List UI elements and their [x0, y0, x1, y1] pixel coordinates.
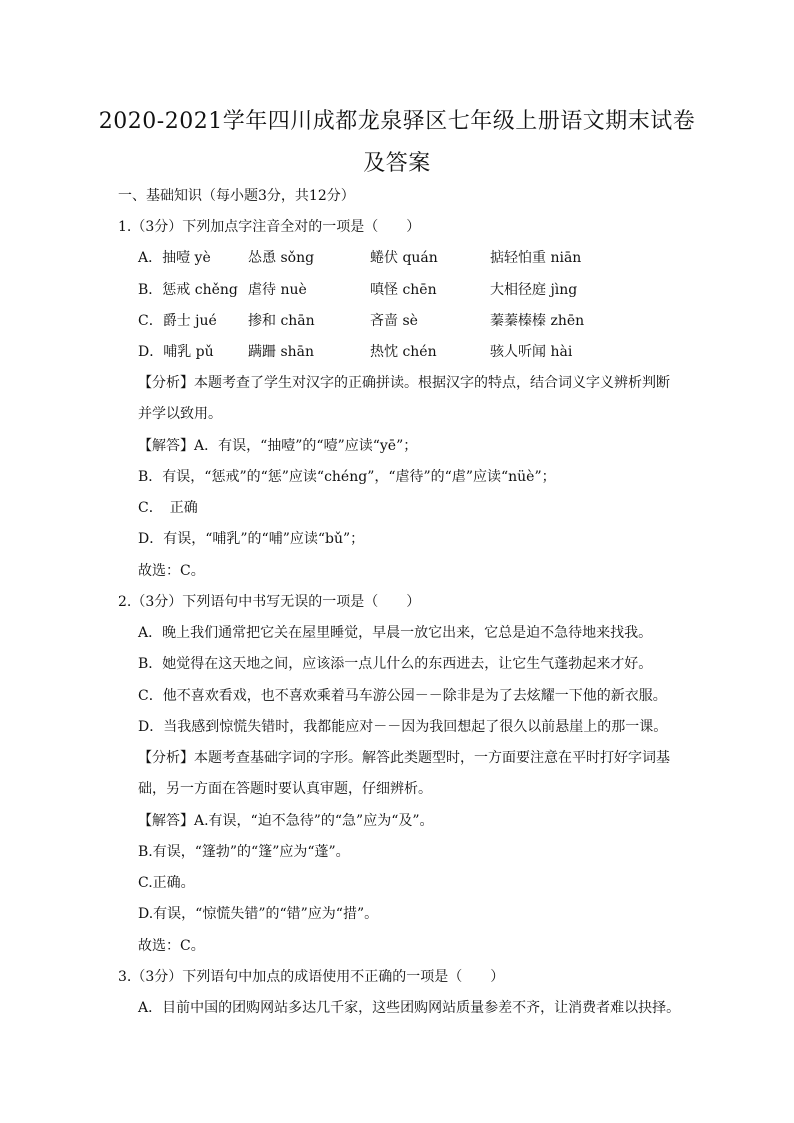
q1-a-3: 蜷伏 quán	[370, 250, 438, 266]
q2-answer-b: B.有误，“篷勃”的“篷”应为“蓬”。	[138, 844, 350, 860]
q1-answer-c: C． 正确	[138, 500, 198, 516]
q3-option-a: A．目前中国的团购网站多达几千家，这些团购网站质量参差不齐，让消费者难以抉择。	[138, 1000, 681, 1016]
q1-b-4: 大相径庭 jìng	[490, 282, 578, 298]
q2-option-b: B．她觉得在这天地之间，应该添一点儿什么的东西进去，让它生气蓬勃起来才好。	[138, 656, 653, 672]
question-2-stem: 2.（3分）下列语句中书写无误的一项是（ ）	[118, 594, 421, 610]
q1-answer-d: D．有误，“哺乳”的“哺”应读“bǔ”；	[138, 531, 365, 547]
q1-b-1: B．惩戒 chěng	[138, 282, 238, 298]
q2-answer-a: 【解答】A.有误，“迫不急待”的“急”应为“及”。	[138, 813, 434, 829]
q2-analysis-line1: 【分析】本题考查基础字词的字形。解答此类题型时，一方面要注意在平时打好字词基	[138, 750, 670, 766]
q2-analysis-line2: 础，另一方面在答题时要认真审题，仔细辨析。	[138, 781, 432, 797]
q2-choice: 故选：C。	[138, 938, 205, 954]
q1-c-3: 吝啬 sè	[370, 313, 418, 329]
q2-option-d: D．当我感到惊慌失错时，我都能应对－－因为我回想起了很久以前悬崖上的那一课。	[138, 719, 668, 735]
question-1-stem: 1.（3分）下列加点字注音全对的一项是（ ）	[118, 219, 421, 235]
q1-d-1: D．哺乳 pǔ	[138, 344, 214, 360]
q1-analysis-line1: 【分析】本题考查了学生对汉字的正确拼读。根据汉字的特点，结合词义字义辨析判断	[138, 375, 670, 391]
q2-answer-c: C.正确。	[138, 875, 195, 891]
q1-d-4: 骇人听闻 hài	[490, 344, 573, 360]
q1-d-3: 热忱 chén	[370, 344, 437, 360]
q1-b-2: 虐待 nuè	[248, 282, 307, 298]
q1-answer-a: 【解答】A．有误，“抽噎”的“噎”应读“yē”；	[138, 438, 418, 454]
q2-option-a: A．晚上我们通常把它关在屋里睡觉，早晨一放它出来，它总是迫不急待地来找我。	[138, 625, 653, 641]
q2-answer-d: D.有误，“惊慌失错”的“错”应为“措”。	[138, 906, 379, 922]
section-heading: 一、基础知识（每小题3分，共12分）	[118, 188, 355, 204]
q1-a-2: 怂恿 sǒng	[248, 250, 315, 266]
q1-a-4: 掂轻怕重 niān	[490, 250, 582, 266]
question-3-stem: 3.（3分）下列语句中加点的成语使用不正确的一项是（ ）	[118, 969, 505, 985]
q1-b-3: 嗔怪 chēn	[370, 282, 437, 298]
doc-title-line1: 2020-2021学年四川成都龙泉驿区七年级上册语文期末试卷	[98, 109, 696, 134]
q1-c-1: C．爵士 jué	[138, 313, 217, 329]
q1-c-2: 掺和 chān	[248, 313, 315, 329]
q2-option-c: C．他不喜欢看戏，也不喜欢乘着马车游公园－－除非是为了去炫耀一下他的新衣服。	[138, 688, 667, 704]
q1-c-4: 蓁蓁榛榛 zhēn	[490, 313, 585, 329]
q1-choice: 故选：C。	[138, 563, 205, 579]
q1-d-2: 蹒跚 shān	[248, 344, 315, 360]
doc-title-line2: 及答案	[363, 151, 431, 176]
q1-a-1: A．抽噎 yè	[138, 250, 211, 266]
q1-analysis-line2: 并学以致用。	[138, 406, 222, 422]
q1-answer-b: B．有误，“惩戒”的“惩”应读“chéng”，“虐待”的“虐”应读“nüè”；	[138, 469, 556, 485]
